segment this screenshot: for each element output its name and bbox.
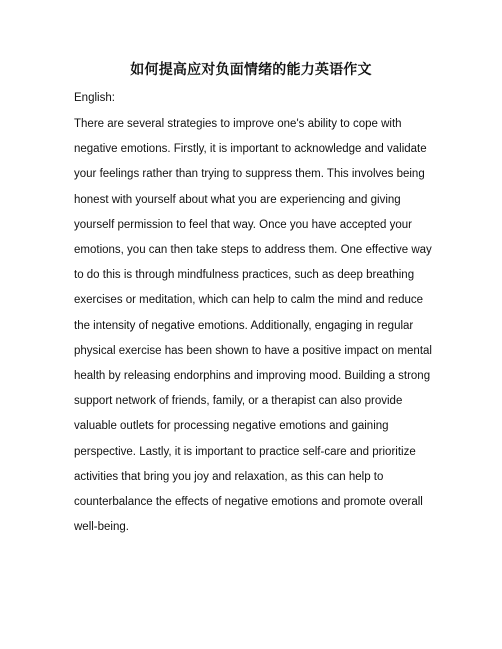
body-paragraph: There are several strategies to improve one's ability to cope with negative emotions. Firstly, it is important to acknowledge and validate your feelings rather than trying to suppress them. This involves being honest with yourself about what you are experiencing and giving yourself permission to feel that way. Once you have accepted your emotions, you can then take steps to address them. One effective way to do this is through mindfulness practices, such as deep breathing exercises or meditation, which can help to calm the mind and reduce the intensity of negative emotions. Additionally, engaging in regular physical exercise has been shown to have a positive impact on mental health by releasing endorphins and improving mood. Building a strong support network of friends, family, or a therapist can also provide valuable outlets for processing negative emotions and gaining perspective. Lastly, it is important to practice self-care and prioritize activities that bring you joy and relaxation, as this can help to counterbalance the effects of negative emotions and promote overall well-being. — [74, 118, 432, 534]
document-title: 如何提高应对负面情绪的能力英语作文 — [130, 62, 372, 78]
language-label: English: — [74, 92, 115, 104]
